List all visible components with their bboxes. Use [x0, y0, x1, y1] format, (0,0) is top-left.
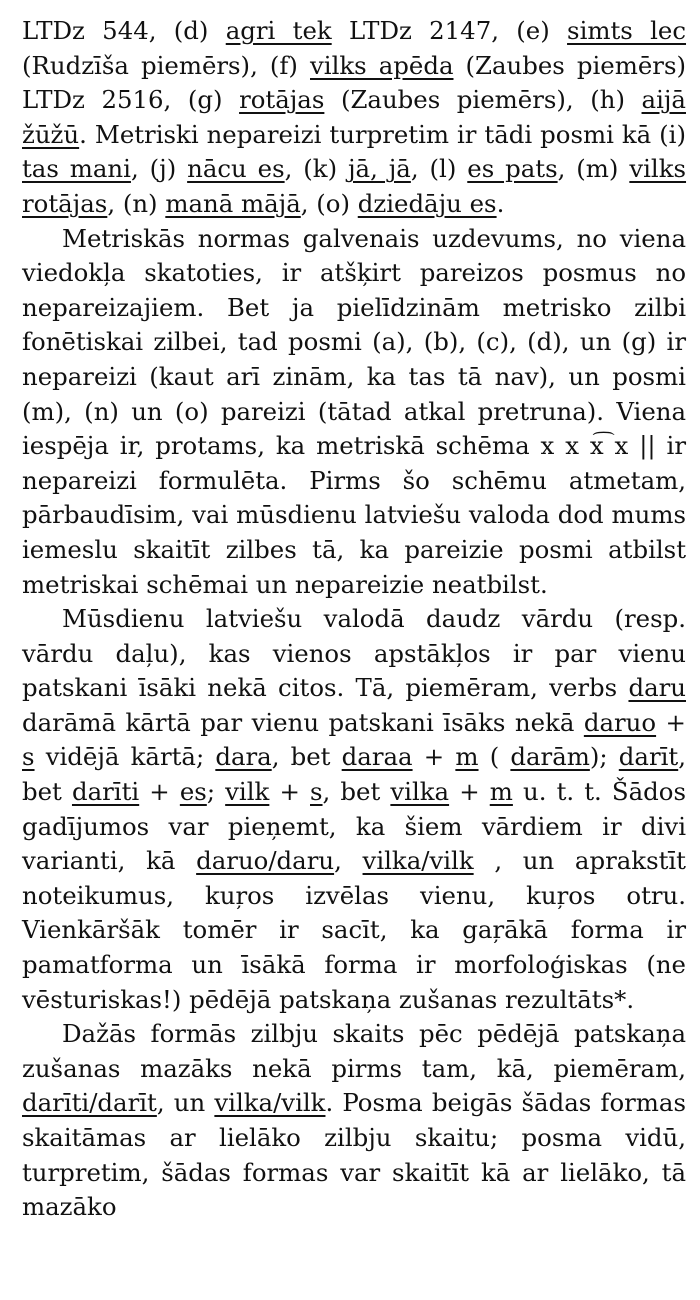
- underlined-example: vilka/vilk: [214, 1088, 326, 1118]
- underlined-example: daruo: [583, 707, 657, 737]
- text-run: darāmā kārtā par vienu patskani īsāks nekā: [22, 707, 584, 737]
- underlined-example: vilka/vilk: [362, 846, 474, 876]
- underlined-example: tas mani: [22, 154, 131, 184]
- paragraph: [22, 14, 686, 222]
- paragraph: [22, 222, 686, 603]
- underlined-example: m: [489, 777, 513, 807]
- underlined-example: manā mājā: [165, 188, 301, 218]
- text-run: );: [589, 742, 619, 772]
- text-run: , (n): [107, 188, 166, 218]
- document-body: [22, 14, 686, 1225]
- underlined-example: darīti: [71, 777, 140, 807]
- text-run: , (k): [284, 154, 348, 184]
- text-run: .: [496, 188, 505, 218]
- underlined-example: vilks apēda: [310, 50, 454, 80]
- text-run: , (j): [130, 154, 188, 184]
- underlined-example: darām: [510, 742, 590, 772]
- text-run: +: [269, 777, 310, 807]
- text-run: Dažās formās zilbju skaits pēc pēdējā patskaņa zušanas mazāks nekā pirms tam, kā, piemēram,: [22, 1019, 686, 1083]
- text-run: Mūsdienu latviešu valodā daudz vārdu (resp. vārdu daļu), kas vienos apstākļos ir par vienu patskani īsāki nekā citos. Tā, piemēram, verbs: [22, 604, 686, 703]
- underlined-example: vilks rotājas: [22, 154, 687, 218]
- underlined-example: rotājas: [239, 85, 325, 115]
- underlined-example: s: [310, 777, 323, 807]
- text-run: (Zaubes piemērs), (h): [324, 85, 642, 115]
- text-run: , un: [156, 1088, 215, 1118]
- text-run: (Zaubes piemērs) LTDz 2516, (g): [22, 50, 686, 115]
- text-run: . Posma beigās šādas formas skaitāmas ar lielāko zilbju skaitu; posma vidū, turpretim, šādas formas var skaitīt kā ar lielāko, tā mazāko: [22, 1088, 686, 1222]
- text-run: , (m): [557, 154, 630, 184]
- underlined-example: daru: [628, 673, 686, 703]
- text-run: , bet: [322, 777, 391, 807]
- text-run: LTDz 544, (d): [22, 16, 226, 45]
- underlined-example: es: [179, 777, 207, 807]
- paragraph: [22, 602, 686, 1017]
- text-run: , (l): [410, 154, 468, 184]
- text-run: , un aprakstīt noteikumus, kuŗos izvēlas vienu, kuŗos otru. Vienkāršāk tomēr ir sacīt, ka gaŗākā forma ir pamatforma un īsākā forma ir morfoloģiskas (ne vēsturiskas!) pēdējā patskaņa zušanas rezultāts*.: [22, 846, 686, 1014]
- underlined-example: daruo/daru: [196, 846, 335, 876]
- paragraph: [22, 1017, 686, 1225]
- text-run: ;: [206, 777, 226, 807]
- text-run: u. t. t. Šādos gadījumos var pieņemt, ka šiem vārdiem ir divi varianti, kā: [22, 777, 686, 876]
- underlined-example: agri tek: [225, 16, 332, 45]
- underlined-example: daraa: [341, 742, 413, 772]
- underlined-example: vilk: [225, 777, 270, 807]
- text-run: (Rudzīša piemērs), (f): [22, 50, 310, 80]
- underlined-example: nācu es: [187, 154, 285, 184]
- underlined-example: darīti/darīt: [22, 1088, 157, 1118]
- underlined-example: simts lec: [567, 16, 687, 45]
- underlined-example: jā, jā: [347, 154, 411, 184]
- underlined-example: dziedāju es: [357, 188, 497, 218]
- text-run: +: [656, 707, 686, 737]
- text-run: +: [139, 777, 180, 807]
- text-run: Metriskās normas galvenais uzdevums, no viena viedokļa skatoties, ir atšķirt pareizos posmus no nepareizajiem. Bet ja pielīdzinām metrisko zilbi fonētiskai zilbei, tad posmi (a), (b), (c), (d), un (g) ir nepareizi (kaut arī zinām, ka tas tā nav), un posmi (m), (n) un (o) pareizi (tātad atkal pretruna). Viena iespēja ir, protams, ka metriskā schēma x x x͡ x || ir nepareizi formulēta. Pirms šo schēmu atmetam, pārbaudīsim, vai mūsdienu latviešu valoda dod mums iemeslu skaitīt zilbes tā, ka pareizie posmi atbilst metriskai schēmai un nepareizie neatbilst.: [22, 223, 686, 599]
- text-run: +: [449, 777, 490, 807]
- text-run: , bet: [22, 742, 686, 807]
- text-run: +: [412, 742, 456, 772]
- text-run: vidējā kārtā;: [34, 742, 216, 772]
- text-run: , (o): [300, 188, 358, 218]
- underlined-example: darīt: [618, 742, 679, 772]
- text-run: . Metriski nepareizi turpretim ir tādi posmi kā (i): [79, 119, 686, 149]
- text-run: LTDz 2147, (e): [331, 16, 568, 45]
- underlined-example: m: [455, 742, 479, 772]
- underlined-example: s: [22, 742, 35, 772]
- text-run: , bet: [271, 742, 342, 772]
- underlined-example: dara: [215, 742, 272, 772]
- text-run: ,: [334, 846, 363, 876]
- underlined-example: es pats: [467, 154, 558, 184]
- underlined-example: vilka: [390, 777, 450, 807]
- text-run: (: [478, 742, 511, 772]
- underlined-example: aijā žūžū: [22, 85, 686, 149]
